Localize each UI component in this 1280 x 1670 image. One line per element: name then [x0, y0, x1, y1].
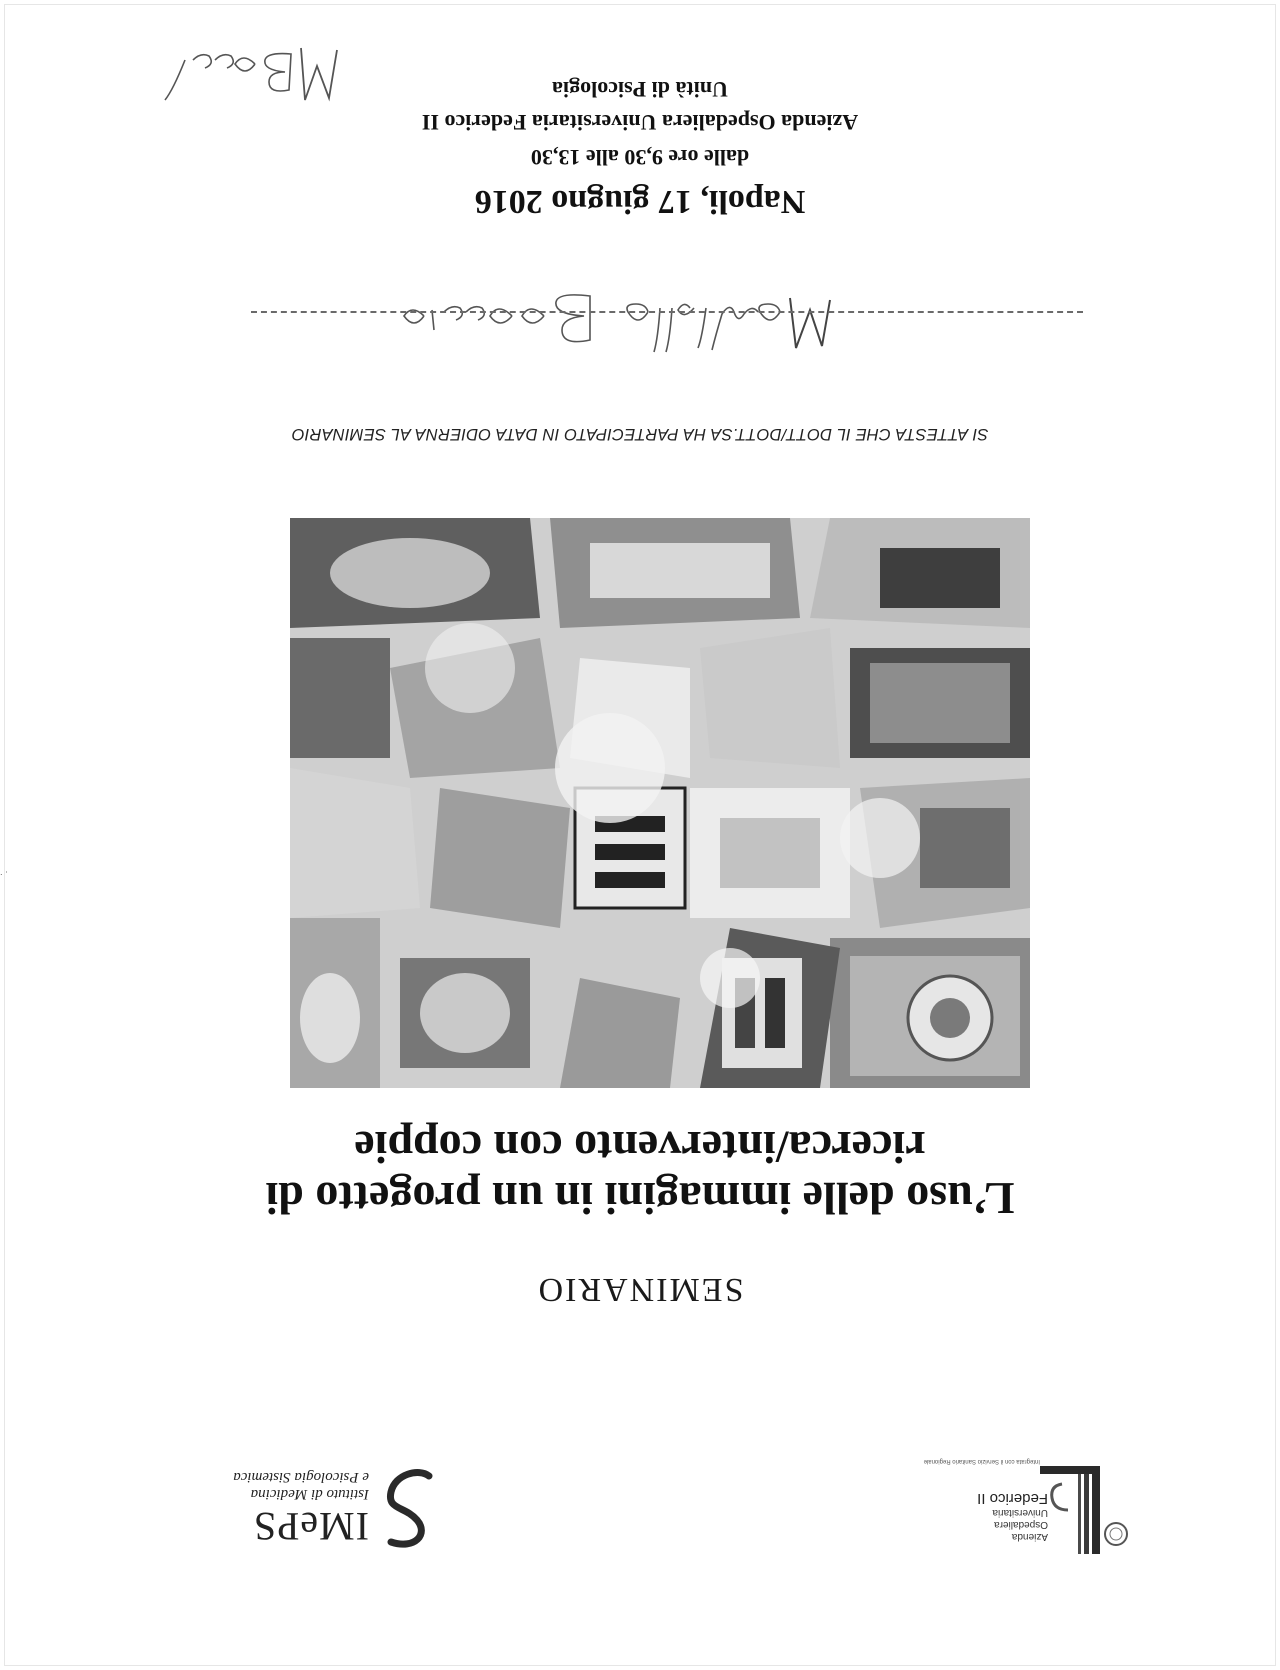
aou-logo-line4: Federico II: [977, 1490, 1048, 1507]
participant-name-handwritten: [360, 280, 840, 360]
aou-logo-line2: Ospedaliera: [994, 1519, 1048, 1530]
imeps-swirl-icon: [379, 1462, 435, 1554]
collage-image: [290, 518, 1030, 1088]
aou-logo-line1: Azienda: [1011, 1531, 1048, 1542]
event-hours: dalle ore 9,30 alle 13,30: [530, 145, 750, 170]
organizer-unit: Unità di Psicologia: [552, 77, 729, 102]
seminar-title: [0, 1122, 1280, 1224]
collage-graphic: [290, 518, 1030, 1088]
imeps-logo: [115, 1454, 435, 1564]
signature-dotted-line: [251, 311, 1083, 313]
scan-specks: . ·: [0, 868, 8, 877]
aou-logo-text: [977, 1490, 1048, 1542]
seminar-heading: SEMINARIO: [536, 1271, 744, 1308]
attestation-text: SI ATTESTA CHE IL DOTT/DOTT.SA HA PARTECIPATO IN DATA ODIERNA AL SEMINARIO: [291, 425, 989, 443]
seminar-title-line1: L’uso delle immagini in un progetto di: [265, 1173, 1015, 1224]
imeps-brand: IMePS: [252, 1504, 369, 1549]
aou-federico-ii-logo-icon: [1040, 1450, 1130, 1560]
seminar-title-line2: ricerca/intervento con coppie: [354, 1122, 926, 1173]
imeps-subtitle-line2: e Psicologia Sistemica: [233, 1469, 369, 1485]
aou-logo-line3: Universitaria: [992, 1507, 1048, 1518]
aou-federico-ii-logo: [920, 1440, 1130, 1560]
imeps-subtitle-line1: Istituto di Medicina: [250, 1486, 369, 1502]
event-date: Napoli, 17 giugno 2016: [474, 183, 806, 220]
initials-signature: [145, 30, 345, 110]
imeps-subtitle: [233, 1468, 369, 1502]
aou-logo-tagline: Integrata con il Servizio Sanitario Regionale: [923, 1458, 1040, 1464]
organizer-name: Azienda Ospedaliera Universitaria Federico II: [421, 110, 859, 135]
